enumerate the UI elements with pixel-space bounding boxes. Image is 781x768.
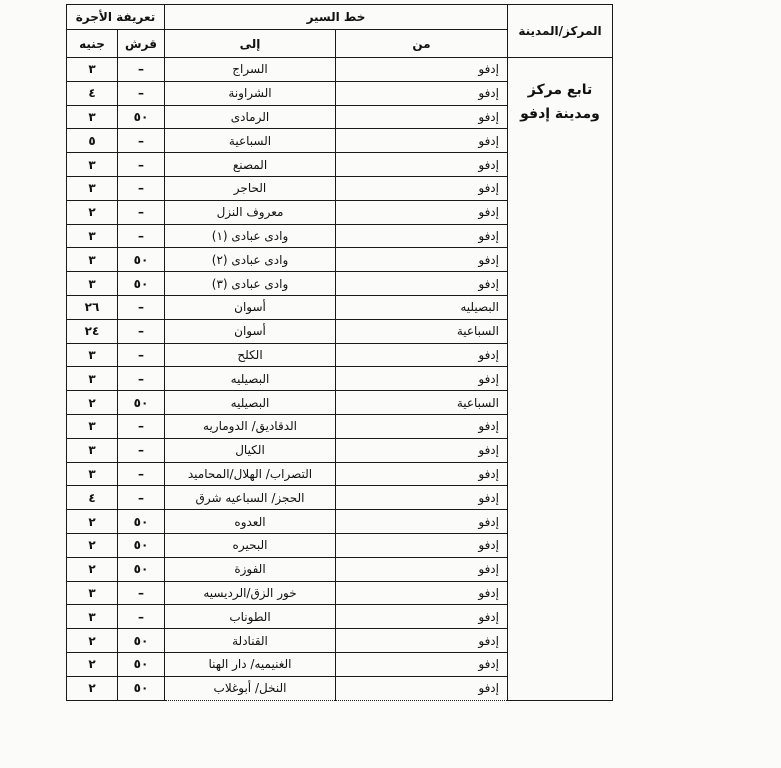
from-cell: البصيليه xyxy=(336,295,508,319)
from-cell: إدفو xyxy=(336,153,508,177)
fare-document xyxy=(66,4,612,731)
pound-cell: ٢ xyxy=(67,676,118,700)
to-cell: النخل/ أبوغلاب xyxy=(165,676,336,700)
fare-table xyxy=(66,4,613,701)
pound-cell: ٣ xyxy=(67,414,118,438)
to-cell: الشراونة xyxy=(165,81,336,105)
to-cell: المصنع xyxy=(165,153,336,177)
from-cell: إدفو xyxy=(336,581,508,605)
piaster-cell: – xyxy=(118,200,165,224)
to-cell: الكيال xyxy=(165,438,336,462)
pound-cell: ٣ xyxy=(67,105,118,129)
pound-cell: ٣ xyxy=(67,58,118,82)
pound-cell: ٣ xyxy=(67,248,118,272)
pound-cell: ٣ xyxy=(67,462,118,486)
from-cell: إدفو xyxy=(336,272,508,296)
from-cell: إدفو xyxy=(336,676,508,700)
to-cell: الدقاديق/ الدوماريه xyxy=(165,414,336,438)
from-cell: السباعية xyxy=(336,319,508,343)
piaster-cell: – xyxy=(118,224,165,248)
table-row xyxy=(67,58,613,82)
piaster-cell: – xyxy=(118,462,165,486)
route-column-header: خط السير xyxy=(165,5,508,30)
from-cell: إدفو xyxy=(336,367,508,391)
piaster-cell: ٥٠ xyxy=(118,510,165,534)
from-cell: إدفو xyxy=(336,414,508,438)
piaster-cell: ٥٠ xyxy=(118,652,165,676)
to-cell: الطوناب xyxy=(165,605,336,629)
piaster-cell: – xyxy=(118,343,165,367)
piaster-cell: – xyxy=(118,81,165,105)
pound-cell: ٢ xyxy=(67,391,118,415)
piaster-cell: ٥٠ xyxy=(118,676,165,700)
piaster-column-header: قرش xyxy=(118,30,165,58)
to-cell: العدوه xyxy=(165,510,336,534)
piaster-cell: – xyxy=(118,486,165,510)
piaster-cell: – xyxy=(118,58,165,82)
to-cell: الغنيميه/ دار الهنا xyxy=(165,652,336,676)
piaster-cell: ٥٠ xyxy=(118,105,165,129)
from-cell: إدفو xyxy=(336,248,508,272)
from-cell: إدفو xyxy=(336,81,508,105)
from-cell: إدفو xyxy=(336,510,508,534)
piaster-cell: ٥٠ xyxy=(118,629,165,653)
to-cell: معروف النزل xyxy=(165,200,336,224)
from-cell: إدفو xyxy=(336,605,508,629)
from-column-header: من xyxy=(336,30,508,58)
pound-cell: ٣ xyxy=(67,272,118,296)
to-cell: التصراب/ الهلال/المحاميد xyxy=(165,462,336,486)
pound-cell: ٣ xyxy=(67,367,118,391)
pound-cell: ٣ xyxy=(67,605,118,629)
to-cell: الحجز/ السباعيه شرق xyxy=(165,486,336,510)
piaster-cell: – xyxy=(118,367,165,391)
to-cell: وادى عبادى (٣) xyxy=(165,272,336,296)
to-column-header: إلى xyxy=(165,30,336,58)
piaster-cell: – xyxy=(118,605,165,629)
from-cell: إدفو xyxy=(336,486,508,510)
to-cell: وادى عبادى (٢) xyxy=(165,248,336,272)
pound-cell: ٣ xyxy=(67,343,118,367)
from-cell: إدفو xyxy=(336,343,508,367)
from-cell: إدفو xyxy=(336,557,508,581)
piaster-cell: – xyxy=(118,319,165,343)
pound-cell: ٣ xyxy=(67,438,118,462)
to-cell: الرمادى xyxy=(165,105,336,129)
city-column-header: المركز/المدينة xyxy=(508,5,613,58)
from-cell: إدفو xyxy=(336,200,508,224)
from-cell: إدفو xyxy=(336,105,508,129)
piaster-cell: ٥٠ xyxy=(118,391,165,415)
piaster-cell: ٥٠ xyxy=(118,248,165,272)
piaster-cell: – xyxy=(118,414,165,438)
pound-cell: ٢ xyxy=(67,629,118,653)
fare-rows xyxy=(67,58,613,701)
to-cell: البحيره xyxy=(165,533,336,557)
piaster-cell: – xyxy=(118,129,165,153)
pound-cell: ٢٦ xyxy=(67,295,118,319)
piaster-cell: – xyxy=(118,581,165,605)
piaster-cell: – xyxy=(118,176,165,200)
from-cell: إدفو xyxy=(336,224,508,248)
fare-column-header: تعريفة الأجرة xyxy=(67,5,165,30)
from-cell: إدفو xyxy=(336,629,508,653)
pound-cell: ٤ xyxy=(67,486,118,510)
to-cell: وادى عبادى (١) xyxy=(165,224,336,248)
piaster-cell: ٥٠ xyxy=(118,557,165,581)
pound-cell: ٥ xyxy=(67,129,118,153)
pound-cell: ٢ xyxy=(67,200,118,224)
to-cell: السراج xyxy=(165,58,336,82)
to-cell: أسوان xyxy=(165,319,336,343)
to-cell: البصيليه xyxy=(165,367,336,391)
from-cell: إدفو xyxy=(336,129,508,153)
to-cell: البصيليه xyxy=(165,391,336,415)
from-cell: إدفو xyxy=(336,462,508,486)
pound-cell: ٢ xyxy=(67,557,118,581)
pound-column-header: جنيه xyxy=(67,30,118,58)
to-cell: خور الزق/الرديسيه xyxy=(165,581,336,605)
from-cell: إدفو xyxy=(336,58,508,82)
from-cell: إدفو xyxy=(336,652,508,676)
piaster-cell: ٥٠ xyxy=(118,272,165,296)
pound-cell: ٢ xyxy=(67,510,118,534)
pound-cell: ٣ xyxy=(67,224,118,248)
pound-cell: ٢ xyxy=(67,652,118,676)
piaster-cell: ٥٠ xyxy=(118,533,165,557)
from-cell: إدفو xyxy=(336,438,508,462)
to-cell: القنادلة xyxy=(165,629,336,653)
pound-cell: ٢ xyxy=(67,533,118,557)
pound-cell: ٣ xyxy=(67,153,118,177)
city-name: تابع مركز ومدينة إدفو xyxy=(508,58,613,701)
to-cell: أسوان xyxy=(165,295,336,319)
piaster-cell: – xyxy=(118,295,165,319)
to-cell: السباعية xyxy=(165,129,336,153)
pound-cell: ٣ xyxy=(67,581,118,605)
to-cell: الحاجر xyxy=(165,176,336,200)
from-cell: إدفو xyxy=(336,176,508,200)
to-cell: الكلح xyxy=(165,343,336,367)
piaster-cell: – xyxy=(118,438,165,462)
to-cell: الفوزة xyxy=(165,557,336,581)
piaster-cell: – xyxy=(118,153,165,177)
from-cell: إدفو xyxy=(336,533,508,557)
pound-cell: ٤ xyxy=(67,81,118,105)
from-cell: السباعية xyxy=(336,391,508,415)
pound-cell: ٣ xyxy=(67,176,118,200)
pound-cell: ٢٤ xyxy=(67,319,118,343)
